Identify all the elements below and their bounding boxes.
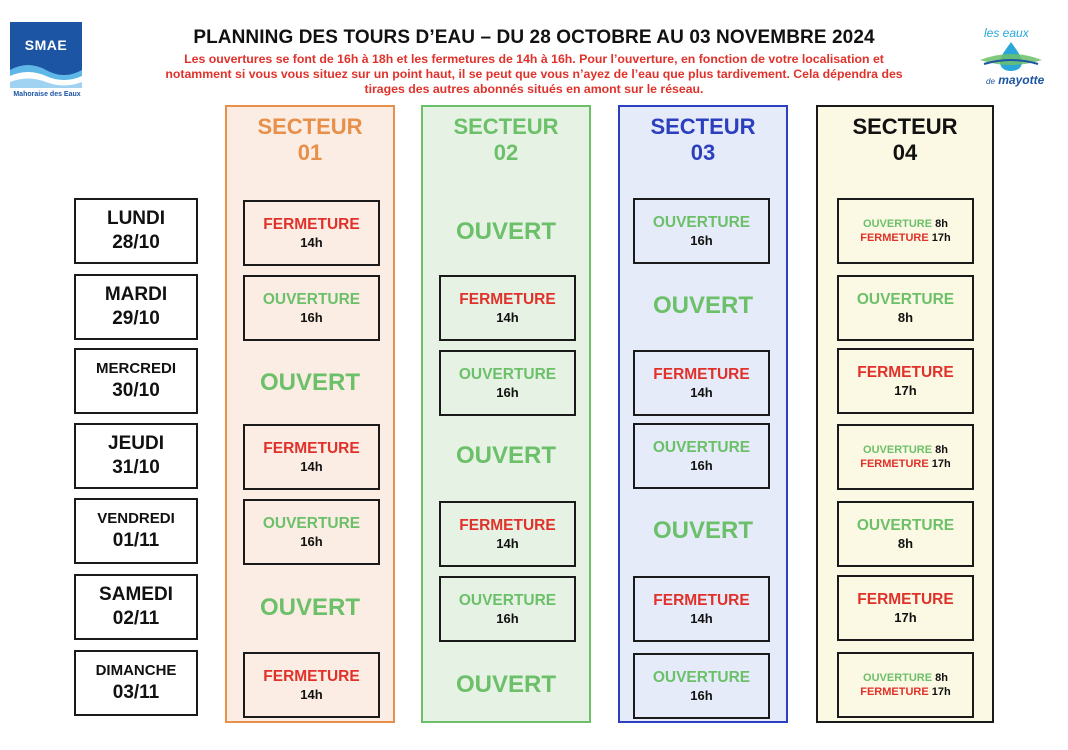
s2-thursday-open: OUVERT xyxy=(455,442,556,469)
s3-friday-open: OUVERT xyxy=(652,517,753,544)
s1-wednesday-open: OUVERT xyxy=(259,369,360,396)
eaux-de-mayotte-logo xyxy=(974,26,1054,92)
day-friday: VENDREDI 01/11 xyxy=(74,498,198,564)
s1-friday-cell: OUVERTURE 16h xyxy=(243,499,380,565)
s1-tuesday-cell: OUVERTURE 16h xyxy=(243,275,380,341)
s2-monday-open: OUVERT xyxy=(455,218,556,245)
s4-sunday-cell: OUVERTURE 8h FERMETURE 17h xyxy=(837,652,974,718)
s3-tuesday-open: OUVERT xyxy=(652,292,753,319)
smae-logo-subtitle: Mahoraise des Eaux xyxy=(13,91,81,98)
day-thursday: JEUDI 31/10 xyxy=(74,423,198,489)
s1-sunday-cell: FERMETURE 14h xyxy=(243,652,380,718)
s3-monday-cell: OUVERTURE 16h xyxy=(633,198,770,264)
s1-thursday-cell: FERMETURE 14h xyxy=(243,424,380,490)
s4-wednesday-cell: FERMETURE 17h xyxy=(837,348,974,414)
water-drop-icon xyxy=(976,40,1046,74)
s4-thursday-cell: OUVERTURE 8h FERMETURE 17h xyxy=(837,424,974,490)
s2-friday-cell: FERMETURE 14h xyxy=(439,501,576,567)
eaux-logo-top: les eaux xyxy=(984,26,1029,40)
s3-saturday-cell: FERMETURE 14h xyxy=(633,576,770,642)
eaux-logo-bottom: de mayotte xyxy=(986,73,1045,87)
wave-icon xyxy=(10,58,82,88)
day-saturday: SAMEDI 02/11 xyxy=(74,574,198,640)
subtitle-line-3: tirages des autres abonnés situés en amont sur le réseau. xyxy=(364,82,704,96)
s2-saturday-cell: OUVERTURE 16h xyxy=(439,576,576,642)
s4-saturday-cell: FERMETURE 17h xyxy=(837,575,974,641)
day-sunday: DIMANCHE 03/11 xyxy=(74,650,198,716)
sector-03-header: SECTEUR 03 xyxy=(650,114,756,165)
s3-wednesday-cell: FERMETURE 14h xyxy=(633,350,770,416)
s3-thursday-cell: OUVERTURE 16h xyxy=(633,423,770,489)
sector-01-header: SECTEUR 01 xyxy=(257,114,363,165)
sector-02-header: SECTEUR 02 xyxy=(453,114,559,165)
day-wednesday: MERCREDI 30/10 xyxy=(74,348,198,414)
day-tuesday: MARDI 29/10 xyxy=(74,274,198,340)
page-subtitle xyxy=(100,52,968,97)
s4-monday-cell: OUVERTURE 8h FERMETURE 17h xyxy=(837,198,974,264)
smae-logo-text: SMAE xyxy=(24,37,68,53)
subtitle-line-1: Les ouvertures se font de 16h à 18h et les fermetures de 14h à 16h. Pour l’ouverture, en fonction de votre localisation et xyxy=(184,52,884,66)
s2-wednesday-cell: OUVERTURE 16h xyxy=(439,350,576,416)
s4-friday-cell: OUVERTURE 8h xyxy=(837,501,974,567)
s2-tuesday-cell: FERMETURE 14h xyxy=(439,275,576,341)
s4-tuesday-cell: OUVERTURE 8h xyxy=(837,275,974,341)
s1-monday-cell: FERMETURE 14h xyxy=(243,200,380,266)
day-monday: LUNDI 28/10 xyxy=(74,198,198,264)
s3-sunday-cell: OUVERTURE 16h xyxy=(633,653,770,719)
s2-sunday-open: OUVERT xyxy=(455,671,556,698)
sector-04-header: SECTEUR 04 xyxy=(852,114,958,165)
smae-logo xyxy=(10,22,84,102)
s1-saturday-open: OUVERT xyxy=(259,594,360,621)
page-title: PLANNING DES TOURS D’EAU – DU 28 OCTOBRE AU 03 NOVEMBRE 2024 xyxy=(193,27,875,48)
smae-logo-box xyxy=(10,22,82,88)
sector-01-column xyxy=(225,105,395,723)
subtitle-line-2: notamment si vous vous situez sur un point haut, il se peut que vous n’ayez de l’eau que plus tardivement. Cela dépendra des xyxy=(165,67,903,81)
